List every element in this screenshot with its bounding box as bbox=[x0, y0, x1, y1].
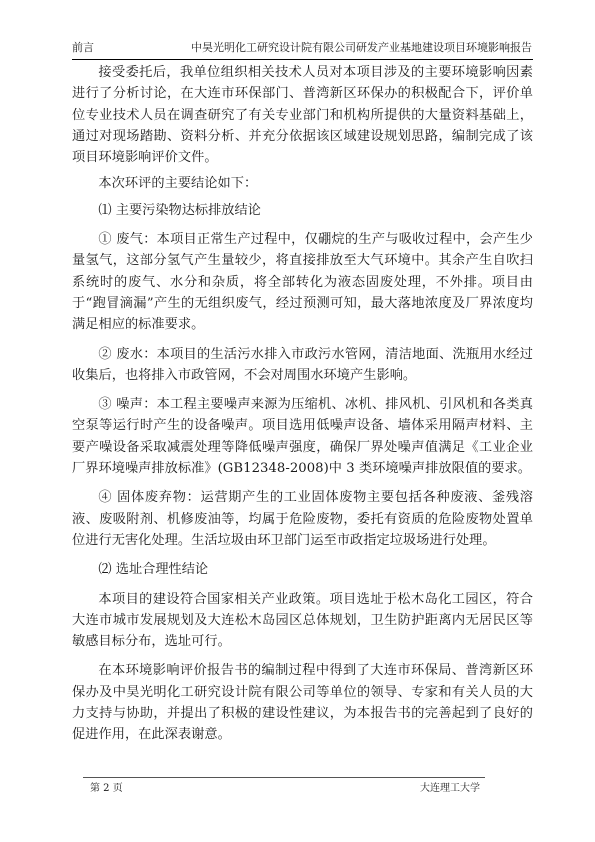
section-heading-site: ⑵ 选址合理性结论 bbox=[98, 562, 209, 578]
document-body bbox=[72, 62, 533, 746]
section-heading-emissions: ⑴ 主要污染物达标排放结论 bbox=[98, 202, 261, 218]
water-paragraph: ② 废水：本项目的生活污水排入市政污水管网，清洁地面、洗瓶用水经过收集后，也将排入市政管网，不会对周围水环境产生影响。 bbox=[72, 346, 533, 383]
intro-paragraph: 接受委托后，我单位组织相关技术人员对本项目涉及的主要环境影响因素进行了分析讨论，在大连市环保部门、普湾新区环保办的积极配合下，评价单位专业技术人员在调查研究了有关专业部门和机构所提供的大量资料基础上，通过对现场踏勘、资料分析、并充分依据该区域建设规划思路，编制完成了该项目环境影响评价文件。 bbox=[72, 65, 533, 166]
gas-paragraph: ① 废气：本项目正常生产过程中，仅硼烷的生产与吸收过程中，会产生少量氢气，这部分氢气产生量较少，将直接排放至大气环境中。其余产生自吹扫系统时的废气、水分和杂质，将全部转化为液态固废处理，不外排。项目由于“跑冒滴漏”产生的无组织废气，经过预测可知，最大落地浓度及厂界浓度均满足相应的标准要求。 bbox=[72, 232, 533, 333]
conclusions-lead: 本次环评的主要结论如下： bbox=[98, 176, 258, 192]
header-divider bbox=[72, 59, 533, 60]
page-header bbox=[72, 38, 532, 58]
page-footer bbox=[90, 781, 480, 797]
header-title: 中昊光明化工研究设计院有限公司研发产业基地建设项目环境影响报告 bbox=[191, 41, 532, 54]
acknowledgement-paragraph: 在本环境影响评价报告书的编制过程中得到了大连市环保局、普湾新区环保办及中昊光明化工研究设计院有限公司等单位的领导、专家和有关人员的大力支持与协助，并提出了积极的建设性建议，为本报告书的完善起到了良好的促进作用，在此深表谢意。 bbox=[72, 663, 533, 743]
footer-divider bbox=[83, 777, 485, 778]
site-paragraph: 本项目的建设符合国家相关产业政策。项目选址于松木岛化工园区，符合大连市城市发展规划及大连松木岛园区总体规划，卫生防护距离内无居民区等敏感目标分布，选址可行。 bbox=[72, 591, 533, 650]
solid-waste-paragraph: ④ 固体废弃物：运营期产生的工业固体废物主要包括各种废液、釜残溶液、废吸附剂、机修废油等，均属于危险废物，委托有资质的危险废物处置单位进行无害化处理。生活垃圾由环卫部门运至市政指定垃圾场进行处理。 bbox=[72, 490, 533, 548]
header-section: 前言 bbox=[72, 41, 94, 54]
page-number: 第 2 页 bbox=[90, 783, 123, 794]
noise-paragraph: ③ 噪声：本工程主要噪声来源为压缩机、冰机、排风机、引风机和各类真空泵等运行时产生的设备噪声。项目选用低噪声设备、墙体采用隔声材料、主要产噪设备采取减震处理等降低噪声强度，确保厂界处噪声值满足《工业企业厂界环境噪声排放标准》(GB12348-2008)中 3 类环境噪声排放限值的要求。 bbox=[72, 397, 533, 477]
footer-organization: 大连理工大学 bbox=[420, 783, 480, 794]
